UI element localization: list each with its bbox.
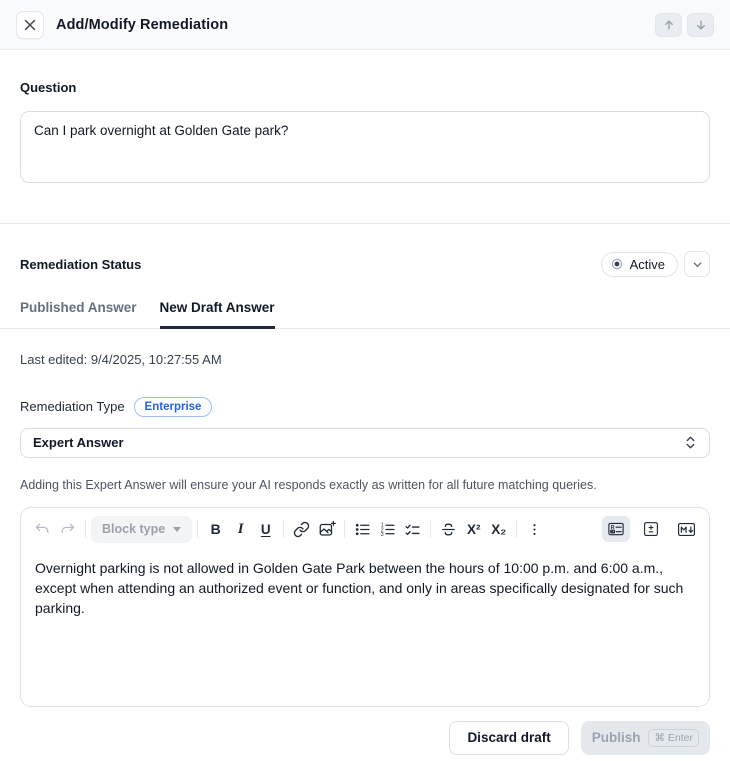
- close-button[interactable]: [16, 11, 44, 39]
- check-list-button[interactable]: [400, 516, 425, 542]
- subscript-icon: X₂: [491, 521, 507, 537]
- close-icon: [24, 19, 36, 31]
- image-add-icon: [318, 520, 336, 538]
- status-dropdown-button[interactable]: [684, 251, 710, 277]
- question-input[interactable]: [20, 111, 710, 183]
- status-controls: [601, 251, 710, 277]
- status-badge[interactable]: [601, 252, 678, 277]
- bullet-list-icon: [354, 521, 371, 538]
- superscript-icon: X²: [466, 521, 481, 537]
- toolbar-separator: [283, 520, 284, 538]
- next-item-button[interactable]: [687, 13, 714, 37]
- underline-icon: U: [260, 521, 271, 537]
- answer-editor: [20, 507, 710, 707]
- superscript-button[interactable]: [461, 516, 486, 542]
- italic-icon: I: [237, 520, 244, 537]
- status-dot-icon: [611, 258, 623, 270]
- link-icon: [293, 521, 310, 538]
- arrow-down-icon: [695, 19, 707, 31]
- caret-down-icon: [173, 527, 181, 532]
- bold-button[interactable]: [203, 516, 228, 542]
- answer-tabs: [0, 300, 730, 329]
- toolbar-separator: [516, 520, 517, 538]
- arrow-up-icon: [663, 19, 675, 31]
- publish-label: Publish: [591, 730, 641, 745]
- previous-item-button[interactable]: [655, 13, 682, 37]
- svg-text:3: 3: [380, 531, 384, 538]
- rich-text-mode-icon: [607, 520, 625, 538]
- toolbar-separator: [197, 520, 198, 538]
- rich-text-mode-button[interactable]: [602, 516, 630, 542]
- remediation-type-row: [0, 397, 730, 417]
- editor-mode-buttons: [602, 516, 700, 542]
- question-label: Question: [20, 80, 77, 95]
- answer-type-select[interactable]: [20, 428, 710, 458]
- check-list-icon: [404, 521, 421, 538]
- toolbar-separator: [430, 520, 431, 538]
- numbered-list-icon: [379, 521, 396, 538]
- markdown-icon: [677, 520, 696, 539]
- plus-minus-icon: [642, 520, 660, 538]
- dialog-header: [0, 0, 730, 50]
- remediation-status-label: Remediation Status: [20, 256, 142, 272]
- remediation-status-row: [0, 251, 730, 277]
- answer-editor-content[interactable]: Overnight parking is not allowed in Golden Gate Park between the hours of 10:00 p.m. and 6:00 a.m., except when attending an authorized event or function, and only in areas specifically designated for such parking.: [35, 559, 684, 617]
- markdown-mode-button[interactable]: [672, 516, 700, 542]
- expert-answer-helper-text: Adding this Expert Answer will ensure your AI responds exactly as written for all future matching queries.: [20, 477, 597, 492]
- svg-text:2: 2: [380, 526, 384, 533]
- bullet-list-button[interactable]: [350, 516, 375, 542]
- redo-button[interactable]: [55, 516, 80, 542]
- strikethrough-icon: [440, 521, 457, 538]
- numbered-list-button[interactable]: [375, 516, 400, 542]
- publish-button[interactable]: [581, 721, 710, 755]
- footer-actions: [0, 707, 730, 755]
- svg-text:R: R: [610, 525, 615, 531]
- page-title: Add/Modify Remediation: [56, 16, 229, 33]
- undo-icon: [34, 521, 51, 538]
- answer-type-value: Expert Answer: [33, 435, 124, 450]
- undo-button[interactable]: [30, 516, 55, 542]
- discard-draft-button[interactable]: Discard draft: [449, 721, 568, 755]
- select-updown-icon: [684, 435, 697, 450]
- subscript-button[interactable]: [486, 516, 511, 542]
- editor-toolbar: [21, 508, 709, 546]
- underline-button[interactable]: [253, 516, 278, 542]
- toolbar-separator: [85, 520, 86, 538]
- svg-text:1: 1: [380, 522, 384, 529]
- vertical-ellipsis-icon: [527, 522, 542, 537]
- enterprise-badge: Enterprise: [134, 397, 213, 417]
- tab-new-draft-answer[interactable]: New Draft Answer: [160, 300, 275, 329]
- redo-icon: [59, 521, 76, 538]
- block-type-label: Block type: [102, 522, 166, 536]
- chevron-down-icon: [692, 259, 703, 270]
- bold-icon: B: [210, 521, 221, 537]
- more-options-button[interactable]: [522, 516, 547, 542]
- insert-link-button[interactable]: [289, 516, 314, 542]
- status-value: Active: [629, 256, 665, 272]
- publish-shortcut-badge: ⌘ Enter: [648, 729, 699, 747]
- block-type-dropdown[interactable]: [91, 516, 192, 543]
- last-edited-text: Last edited: 9/4/2025, 10:27:55 AM: [20, 352, 222, 367]
- toolbar-separator: [344, 520, 345, 538]
- plain-text-mode-button[interactable]: [637, 516, 665, 542]
- strikethrough-button[interactable]: [436, 516, 461, 542]
- remediation-type-label: Remediation Type: [20, 399, 125, 415]
- insert-image-button[interactable]: [314, 516, 339, 542]
- tab-published-answer[interactable]: Published Answer: [20, 300, 137, 315]
- section-divider: [0, 223, 730, 224]
- italic-button[interactable]: [228, 516, 253, 542]
